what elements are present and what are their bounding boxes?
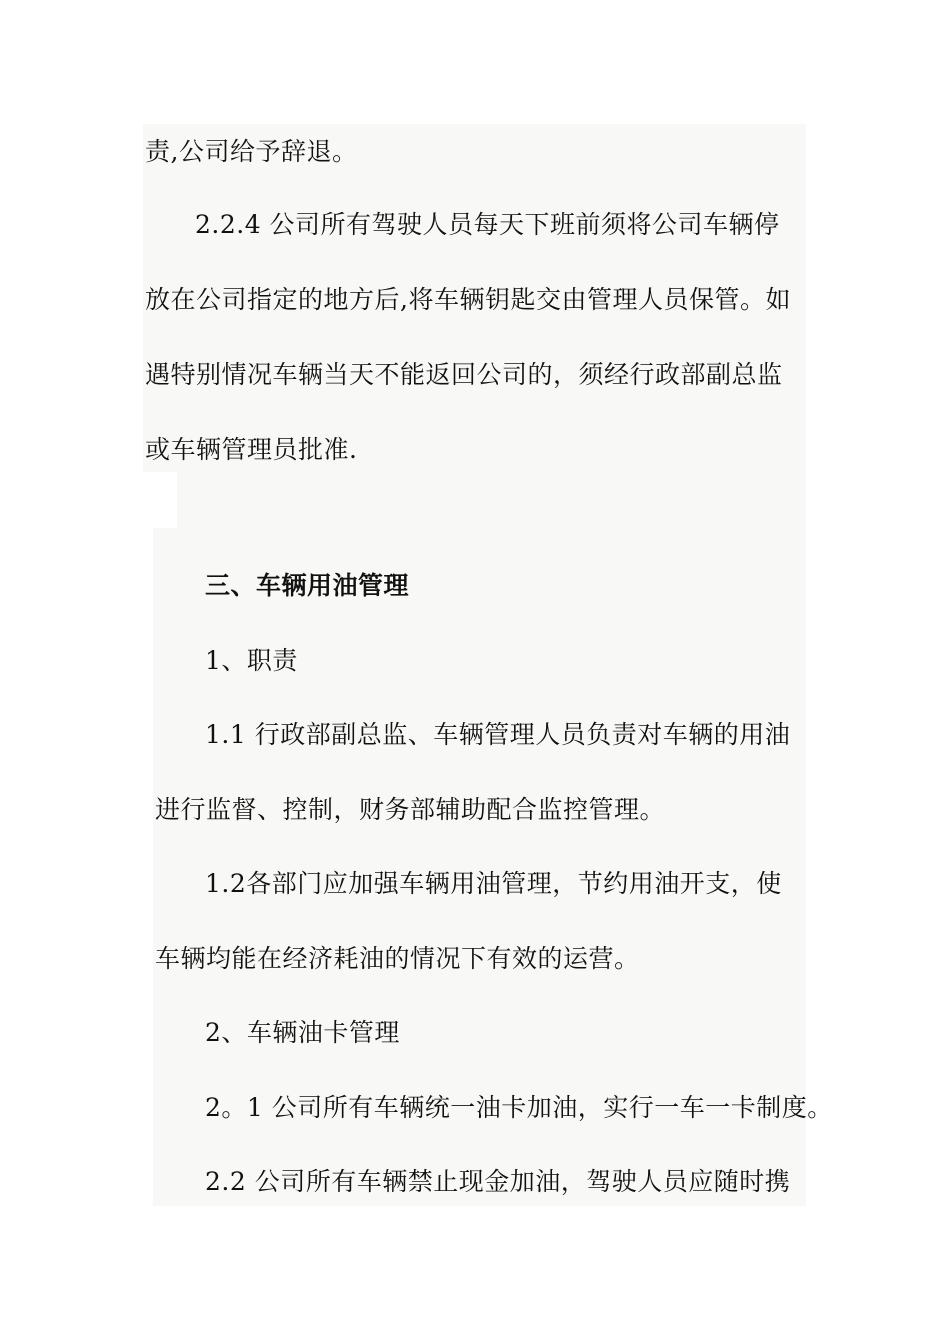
paragraph-line: 或车辆管理员批准.: [145, 435, 358, 464]
paragraph-line: 车辆均能在经济耗油的情况下有效的运营。: [155, 944, 640, 973]
subsection-heading: 1、职责: [205, 646, 298, 675]
subsection-heading: 2、车辆油卡管理: [205, 1018, 400, 1047]
paragraph-line: 1.1 行政部副总监、车辆管理人员负责对车辆的用油: [205, 720, 791, 749]
page-background-block: [177, 472, 806, 528]
paragraph-line: 责,公司给予辞退。: [145, 137, 358, 166]
paragraph-line: 进行监督、控制，财务部辅助配合监控管理。: [155, 795, 666, 824]
paragraph-line: 放在公司指定的地方后,将车辆钥匙交由管理人员保管。如: [145, 285, 791, 314]
section-heading: 三、车辆用油管理: [205, 571, 410, 600]
paragraph-line: 2.2.4 公司所有驾驶人员每天下班前须将公司车辆停: [195, 210, 780, 239]
paragraph-line: 1.2各部门应加强车辆用油管理，节约用油开支，使: [205, 869, 782, 898]
paragraph-line: 2。1 公司所有车辆统一油卡加油，实行一车一卡制度。: [205, 1093, 833, 1122]
paragraph-line: 2.2 公司所有车辆禁止现金加油，驾驶人员应随时携: [205, 1167, 791, 1196]
paragraph-line: 遇特别情况车辆当天不能返回公司的，须经行政部副总监: [145, 360, 783, 389]
